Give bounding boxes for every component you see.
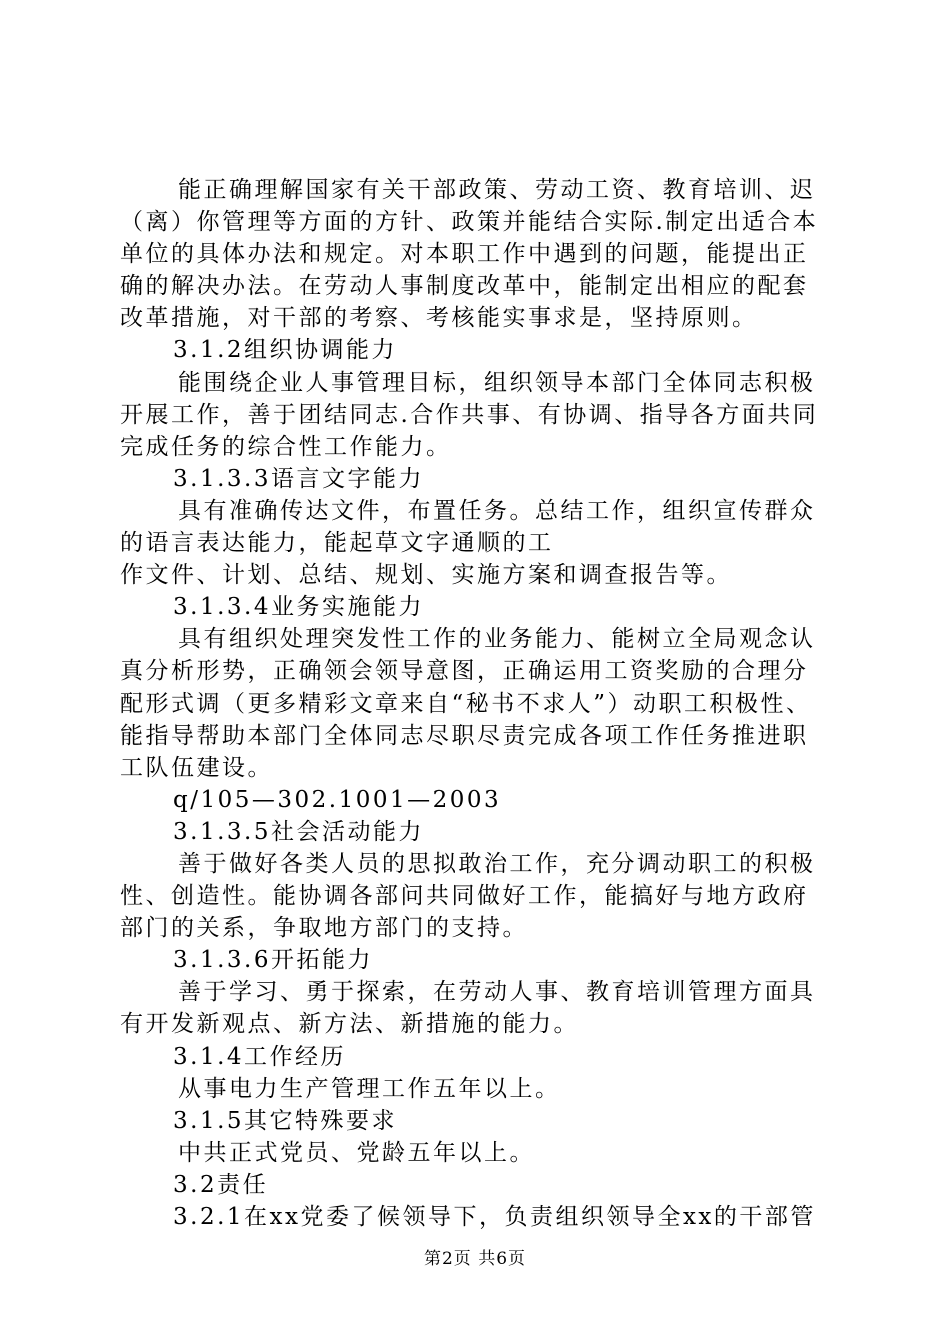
text-line: 的语言表达能力，能起草文字通顺的工 <box>120 530 554 557</box>
text-line: 3.2责任 <box>173 1171 269 1198</box>
text-line: 性、创造性。能协调各部问共同做好工作，能搞好与地方政府 <box>120 883 809 910</box>
text-line: 真分析形势，正确领会领导意图，正确运用工资奖励的合理分 <box>120 658 809 685</box>
text-line: 部门的关系，争取地方部门的支持。 <box>120 915 528 942</box>
text-line: 作文件、计划、总结、规划、实施方案和调查报告等。 <box>120 562 732 589</box>
text-line: 工队伍建设。 <box>120 754 273 781</box>
text-line: 单位的具体办法和规定。对本职工作中遇到的问题，能提出正 <box>120 241 809 268</box>
text-line: 3.1.2组织协调能力 <box>173 337 398 364</box>
text-line: 善于做好各类人员的思拟敢治工作，充分调动职工的积极 <box>178 850 816 877</box>
text-line: 3.1.4工作经历 <box>173 1043 347 1070</box>
document-body <box>120 174 842 1233</box>
text-line: 确的解决办法。在劳动人事制度改革中，能制定出相应的配套 <box>120 273 809 300</box>
text-line: 完成任务的综合性工作能力。 <box>120 433 452 460</box>
text-line: 具有准确传达文件，布置任务。总结工作，组织宣传群众 <box>178 497 816 524</box>
text-line: 3.2.1在xx党委了候领导下，负责组织领导全xx的干部管 <box>173 1204 816 1230</box>
text-line: 善于学习、勇于探索，在劳动人事、教育培训管理方面具 <box>178 979 816 1006</box>
text-line: 改革措施，对干部的考察、考核能实事求是，坚持原则。 <box>120 305 758 332</box>
text-line: 3.1.3.4业务实施能力 <box>173 594 424 621</box>
text-line: （离）你管理等方面的方针、政策并能结合实际.制定出适合本 <box>120 209 819 236</box>
text-line: 开展工作，善于团结同志.合作共事、有协调、指导各方面共同 <box>120 401 819 428</box>
text-line: 从事电力生产管理工作五年以上。 <box>178 1075 561 1102</box>
text-line: 中共正式党员、党龄五年以上。 <box>178 1139 535 1166</box>
text-line: 有开发新观点、新方法、新措施的能力。 <box>120 1011 579 1038</box>
text-line: 能指导帮助本部门全体同志尽职尽责完成各项工作任务推进职 <box>120 722 809 749</box>
text-line: q/105—302.1001—2003 <box>173 786 502 813</box>
text-line: 能围绕企业人事管理目标，组织领导本部门全体同志积极 <box>178 369 816 396</box>
text-line: 3.1.3.3语言文字能力 <box>173 465 424 492</box>
text-line: 配形式调（更多精彩文章来自“秘书不求人”）动职工积极性、 <box>120 690 812 717</box>
text-line: 能正确理解国家有关干部政策、劳动工资、教育培训、迟 <box>178 177 816 203</box>
text-line: 3.1.5其它特殊要求 <box>173 1107 398 1134</box>
page-footer: 第2页 共6页 <box>423 1249 527 1269</box>
text-line: 具有组织处理突发性工作的业务能力、能树立全局观念认 <box>178 626 816 653</box>
text-line: 3.1.3.6开拓能力 <box>173 947 373 974</box>
text-line: 3.1.3.5社会活动能力 <box>173 818 424 845</box>
